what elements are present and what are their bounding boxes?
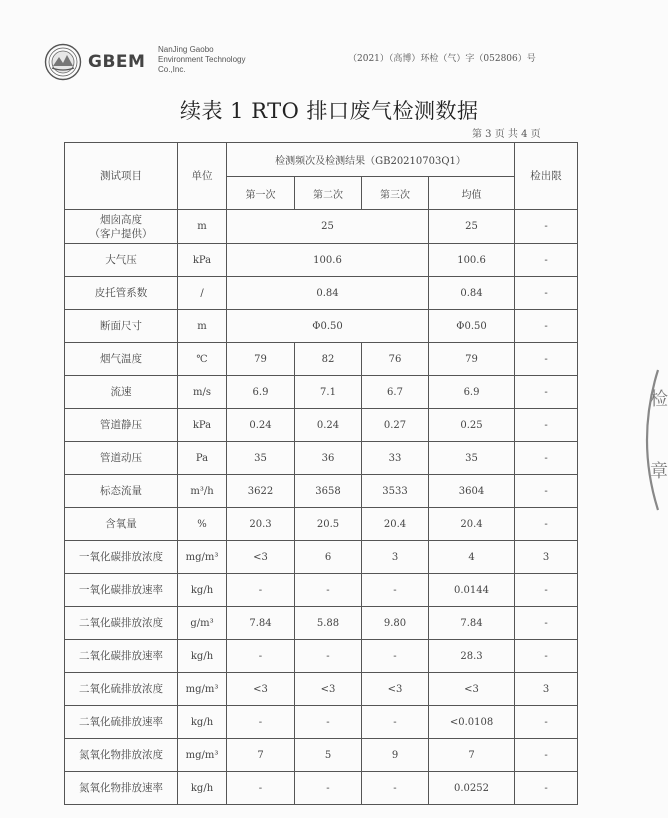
table-row [65,739,578,772]
row-limit: 3 [515,673,578,706]
row-item: 管道动压 [65,442,178,475]
row-avg: 7 [429,739,515,772]
header-group: 检测频次及检测结果（GB20210703Q1） [227,143,515,177]
row-unit: m [178,310,227,343]
table-row [65,508,578,541]
table-row [65,277,578,310]
row-second: - [295,640,362,673]
company-line-2: Environment Technology [158,55,246,64]
row-third: <3 [362,673,429,706]
row-item: 氮氧化物排放浓度 [65,739,178,772]
row-merged-value: 0.84 [227,277,429,310]
row-first: 7.84 [227,607,295,640]
row-unit: mg/m³ [178,739,227,772]
row-avg: 0.84 [429,277,515,310]
row-limit: - [515,376,578,409]
row-avg: <0.0108 [429,706,515,739]
table-row [65,210,578,244]
company-logo-icon [44,43,82,81]
row-second: - [295,772,362,805]
row-avg: 6.9 [429,376,515,409]
row-limit: - [515,442,578,475]
row-item: 氮氧化物排放速率 [65,772,178,805]
row-merged-value: 25 [227,210,429,244]
row-first: - [227,574,295,607]
row-limit: - [515,607,578,640]
row-first: <3 [227,673,295,706]
row-item [65,210,178,244]
row-limit: - [515,210,578,244]
row-second: 82 [295,343,362,376]
table-row [65,244,578,277]
row-item: 二氧化硫排放速率 [65,706,178,739]
row-avg: 79 [429,343,515,376]
row-item-line1: 烟囱高度 [100,213,142,226]
brand-name: GBEM [88,52,146,72]
row-second: <3 [295,673,362,706]
row-limit: - [515,706,578,739]
row-first: 7 [227,739,295,772]
row-item: 标态流量 [65,475,178,508]
row-unit: kPa [178,244,227,277]
row-third: 0.27 [362,409,429,442]
table-row [65,310,578,343]
row-avg: 25 [429,210,515,244]
stamp-char: 检 [650,389,668,410]
row-limit: - [515,772,578,805]
row-item: 一氧化碳排放浓度 [65,541,178,574]
header-second: 第二次 [295,177,362,210]
row-item-line2: （客户提供） [89,227,153,240]
row-unit: ℃ [178,343,227,376]
row-item: 二氧化硫排放浓度 [65,673,178,706]
header-limit: 检出限 [515,143,578,210]
row-third: - [362,772,429,805]
header-third: 第三次 [362,177,429,210]
table-row [65,475,578,508]
row-limit: - [515,475,578,508]
row-first: - [227,706,295,739]
row-first: 35 [227,442,295,475]
row-third: - [362,574,429,607]
row-third: - [362,706,429,739]
table-row [65,574,578,607]
row-first: 3622 [227,475,295,508]
table-header-row [65,143,578,177]
header-item: 测试项目 [65,143,178,210]
stamp-char: 章 [650,461,668,482]
row-second: - [295,574,362,607]
row-limit: 3 [515,541,578,574]
header-first: 第一次 [227,177,295,210]
row-third: 20.4 [362,508,429,541]
row-item: 二氧化碳排放浓度 [65,607,178,640]
row-first: <3 [227,541,295,574]
table-row [65,442,578,475]
row-first: 6.9 [227,376,295,409]
table-row [65,343,578,376]
row-unit: mg/m³ [178,541,227,574]
row-limit: - [515,409,578,442]
row-unit: / [178,277,227,310]
row-unit: m³/h [178,475,227,508]
row-limit: - [515,508,578,541]
row-unit: g/m³ [178,607,227,640]
row-avg: 4 [429,541,515,574]
row-unit: kg/h [178,574,227,607]
row-third: 3533 [362,475,429,508]
row-unit: kPa [178,409,227,442]
row-unit: mg/m³ [178,673,227,706]
row-unit: m [178,210,227,244]
row-item: 管道静压 [65,409,178,442]
table-row [65,772,578,805]
row-unit: kg/h [178,640,227,673]
table-row [65,673,578,706]
row-unit: kg/h [178,772,227,805]
row-second: 7.1 [295,376,362,409]
row-first: 79 [227,343,295,376]
inspection-stamp [628,365,668,515]
table-row [65,409,578,442]
header-unit: 单位 [178,143,227,210]
page-indicator: 第 3 页 共 4 页 [472,129,541,140]
row-second: 5.88 [295,607,362,640]
row-item: 含氧量 [65,508,178,541]
row-avg: <3 [429,673,515,706]
row-third: - [362,640,429,673]
row-avg: 3604 [429,475,515,508]
row-unit: % [178,508,227,541]
row-third: 6.7 [362,376,429,409]
row-limit: - [515,640,578,673]
row-item: 烟气温度 [65,343,178,376]
page-title: 续表 1 RTO 排口废气检测数据 [180,99,479,123]
row-item: 二氧化碳排放速率 [65,640,178,673]
table-row [65,376,578,409]
row-first: - [227,640,295,673]
row-limit: - [515,277,578,310]
row-third: 33 [362,442,429,475]
row-item: 大气压 [65,244,178,277]
company-line-1: NanJing Gaobo [158,45,214,54]
row-unit: kg/h [178,706,227,739]
row-third: 9.80 [362,607,429,640]
row-second: 6 [295,541,362,574]
row-avg: 28.3 [429,640,515,673]
row-second: 20.5 [295,508,362,541]
table-row [65,607,578,640]
row-merged-value: 100.6 [227,244,429,277]
row-first: 20.3 [227,508,295,541]
header-avg: 均值 [429,177,515,210]
row-item: 断面尺寸 [65,310,178,343]
row-limit: - [515,574,578,607]
row-merged-value: Φ0.50 [227,310,429,343]
row-second: - [295,706,362,739]
row-second: 36 [295,442,362,475]
row-limit: - [515,310,578,343]
row-avg: 35 [429,442,515,475]
row-third: 3 [362,541,429,574]
row-avg: 0.0144 [429,574,515,607]
row-second: 0.24 [295,409,362,442]
table-row [65,706,578,739]
exhaust-gas-data-table [64,142,578,805]
row-first: - [227,772,295,805]
table-row [65,640,578,673]
row-item: 一氧化碳排放速率 [65,574,178,607]
row-limit: - [515,739,578,772]
row-first: 0.24 [227,409,295,442]
row-avg: 0.25 [429,409,515,442]
row-avg: 0.0252 [429,772,515,805]
row-unit: Pa [178,442,227,475]
row-limit: - [515,244,578,277]
document-number: （2021）（高博）环检（气）字（052806）号 [348,54,536,64]
row-avg: 7.84 [429,607,515,640]
table-row [65,541,578,574]
row-unit: m/s [178,376,227,409]
company-name [158,45,245,75]
row-limit: - [515,343,578,376]
row-second: 3658 [295,475,362,508]
row-avg: 20.4 [429,508,515,541]
row-second: 5 [295,739,362,772]
row-avg: Φ0.50 [429,310,515,343]
company-line-3: Co.,Inc. [158,65,186,74]
row-avg: 100.6 [429,244,515,277]
row-item: 流速 [65,376,178,409]
row-third: 76 [362,343,429,376]
row-item: 皮托管系数 [65,277,178,310]
row-third: 9 [362,739,429,772]
